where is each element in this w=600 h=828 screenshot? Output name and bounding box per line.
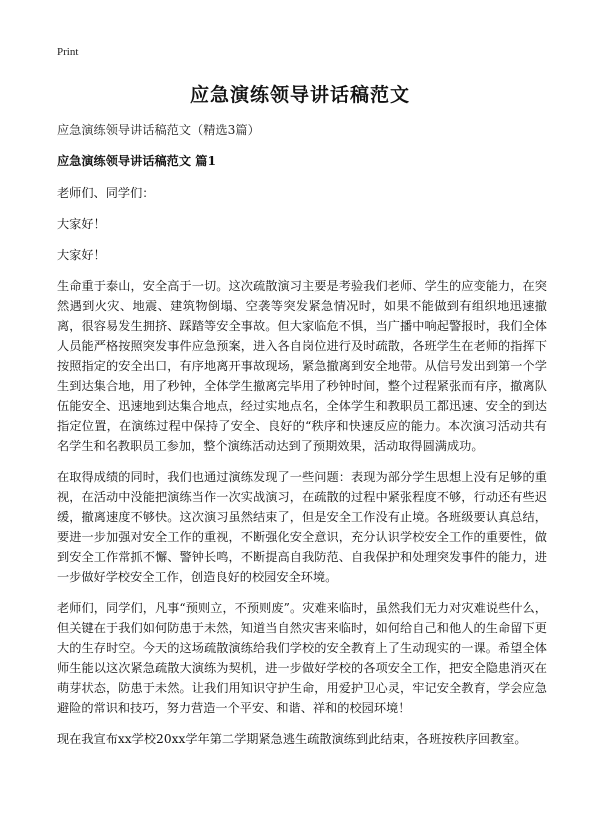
greeting-line: 老师们、同学们： <box>57 186 155 200</box>
salutation-line: 大家好！ <box>57 217 106 231</box>
body-paragraph-2: 在取得成绩的同时，我们也通过演练发现了一些问题：表现为部分学生思想上没有足够的重视，在活动中没能把演练当作一次实战演习，在疏散的过程中紧张程度不够，行动还有些迟缓，撤离速度不够快。这次演习虽然结束了，但是安全工作没有止境。各班级要认真总结，要进一步加强对安全工作的重视，不断强化安全意识，充分认识学校安全工作的重要性，做到安全工作常抓不懈、警钟长鸣，不断提高自我防范、自我保护和处理突发事件的能力，进一步做好学校安全工作，创造良好的校园安全环境。 <box>57 470 547 584</box>
document-body <box>57 120 547 760</box>
closing-paragraph: 现在我宣布xx学校20xx学年第二学期紧急逃生疏散演练到此结束，各班按秩序回教室。 <box>57 732 527 746</box>
document-subtitle: 应急演练领导讲话稿范文（精选3篇） <box>57 123 260 137</box>
section-heading: 应急演练领导讲话稿范文 篇1 <box>57 154 216 168</box>
body-paragraph-1: 生命重于泰山，安全高于一切。这次疏散演习主要是考验我们老师、学生的应变能力，在突然遇到火灾、地震、建筑物倒塌、空袭等突发紧急情况时，如果不能做到有组织地迅速撤离，很容易发生拥挤、踩踏等安全事故。但大家临危不惧，当广播中响起警报时，我们全体人员能严格按照突发事件应急预案，进入各自岗位进行及时疏散，各班学生在老师的指挥下按照指定的安全出口，有序地离开事故现场，紧急撤离到安全地带。从信号发出到第一个学生到达集合地，用了秒钟，全体学生撤离完毕用了秒钟时间，整个过程紧张而有序，撤离队伍能安全、迅速地到达集合地点，经过实地点名，全体学生和教职员工都迅速、安全的到达指定位置，在演练过程中保持了安全、良好的“秩序和快速反应的能力。本次演习活动共有名学生和名教职员工参加，整个演练活动达到了预期效果，活动取得圆满成功。 <box>57 279 547 453</box>
body-paragraph-3: 老师们，同学们，凡事“预则立，不预则废”。灾难来临时，虽然我们无力对灾难说些什么，但关键在于我们如何防患于未然，知道当自然灾害来临时，如何给自己和他人的生命留下更大的生存时空。今天的这场疏散演练给我们学校的安全教育上了生动现实的一课。希望全体师生能以这次紧急疏散大演练为契机，进一步做好学校的各项安全工作，把安全隐患消灭在萌芽状态，防患于未然。让我们用知识守护生命，用爱护卫心灵，牢记安全教育，学会应急避险的常识和技巧，努力营造一个平安、和谐、祥和的校园环境！ <box>57 601 547 715</box>
salutation-line-repeat: 大家好！ <box>57 248 106 262</box>
document-title: 应急演练领导讲话稿范文 <box>189 84 410 106</box>
print-link[interactable]: Print <box>57 46 79 58</box>
